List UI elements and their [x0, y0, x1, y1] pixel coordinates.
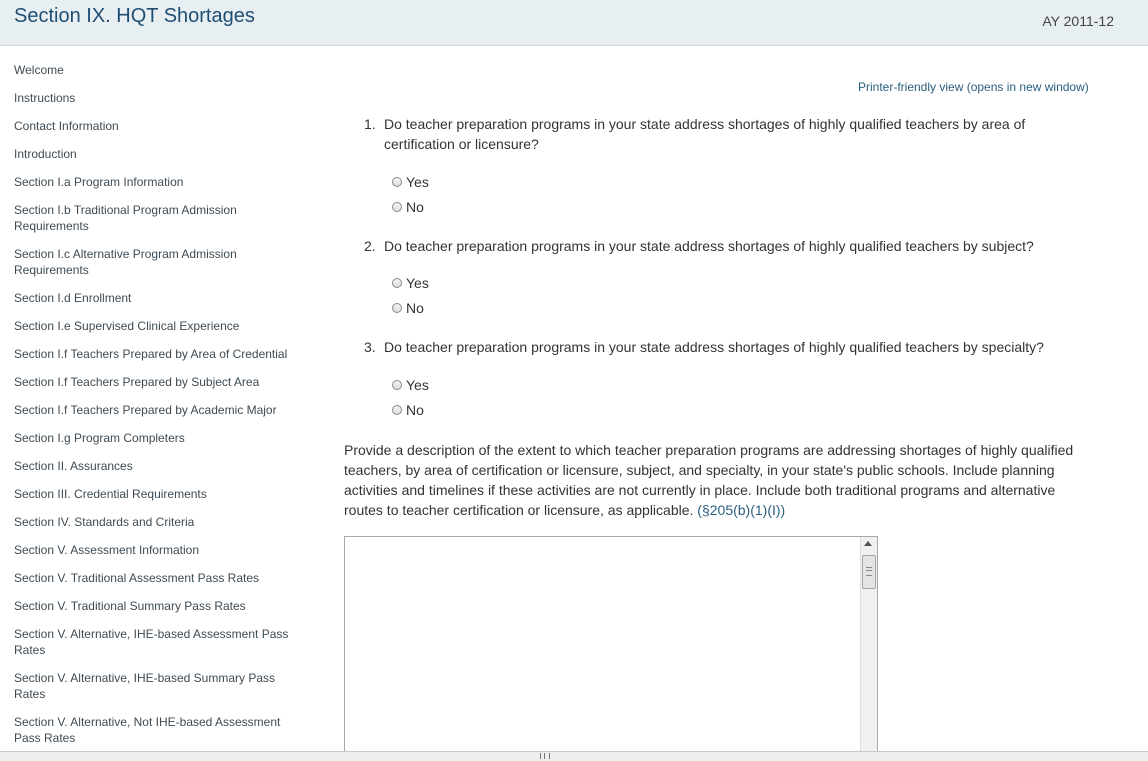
- sidebar-item-contact-information[interactable]: Contact Information: [14, 119, 119, 133]
- sidebar-item-welcome[interactable]: Welcome: [14, 63, 64, 77]
- sidebar-item-section-4[interactable]: Section IV. Standards and Criteria: [14, 515, 195, 529]
- question-1-yes-option[interactable]: [392, 174, 429, 190]
- question-3-yes-label: Yes: [406, 377, 429, 393]
- question-2-yes-option[interactable]: [392, 275, 429, 291]
- sidebar-item-section-1f-credential[interactable]: Section I.f Teachers Prepared by Area of Credential: [14, 347, 288, 361]
- sidebar-item-section-1d[interactable]: Section I.d Enrollment: [14, 291, 132, 305]
- question-3-yes-option[interactable]: [392, 377, 429, 393]
- scrollbar-thumb[interactable]: [862, 555, 876, 589]
- response-textarea[interactable]: [344, 536, 878, 752]
- question-3-no-radio[interactable]: [392, 405, 402, 415]
- sidebar-item-instructions[interactable]: Instructions: [14, 91, 76, 105]
- question-1-no-label: No: [406, 199, 424, 215]
- citation-link[interactable]: (§205(b)(1)(I)): [697, 502, 786, 518]
- question-1: [364, 114, 1084, 154]
- sidebar-item-section-1a[interactable]: Section I.a Program Information: [14, 175, 184, 189]
- question-3-number: 3.: [364, 339, 376, 355]
- sidebar-item-section-5-alt-ihe-assessment[interactable]: Section V. Alternative, IHE-based Assessment Pass Rates: [14, 627, 289, 657]
- printer-friendly-link[interactable]: Printer-friendly view (opens in new window): [858, 80, 1089, 94]
- textarea-scrollbar[interactable]: [860, 537, 877, 751]
- sidebar-item-section-1c[interactable]: Section I.c Alternative Program Admission Requirements: [14, 247, 237, 277]
- page-header: [0, 0, 1148, 46]
- sidebar-item-section-1f-major[interactable]: Section I.f Teachers Prepared by Academic Major: [14, 403, 277, 417]
- question-2-yes-radio[interactable]: [392, 278, 402, 288]
- sidebar-item-introduction[interactable]: Introduction: [14, 147, 77, 161]
- sidebar-item-section-1e[interactable]: Section I.e Supervised Clinical Experience: [14, 319, 240, 333]
- question-3-text: Do teacher preparation programs in your state address shortages of highly qualified teachers by specialty?: [384, 339, 1044, 355]
- question-1-yes-radio[interactable]: [392, 177, 402, 187]
- question-2-no-radio[interactable]: [392, 303, 402, 313]
- question-3-yes-radio[interactable]: [392, 380, 402, 390]
- question-1-yes-label: Yes: [406, 174, 429, 190]
- sidebar-item-section-1f-subject[interactable]: Section I.f Teachers Prepared by Subject Area: [14, 375, 260, 389]
- sidebar-item-section-2[interactable]: Section II. Assurances: [14, 459, 133, 473]
- academic-year-label: AY 2011-12: [1042, 13, 1114, 29]
- sidebar-item-section-5-assessment-info[interactable]: Section V. Assessment Information: [14, 543, 199, 557]
- question-1-text: Do teacher preparation programs in your state address shortages of highly qualified teachers by area of certification or licensure?: [384, 116, 1026, 152]
- sidebar-item-section-3[interactable]: Section III. Credential Requirements: [14, 487, 207, 501]
- sidebar-item-section-5-alt-ihe-summary[interactable]: Section V. Alternative, IHE-based Summary Pass Rates: [14, 671, 276, 701]
- grip-icon: [866, 567, 872, 576]
- question-2-yes-label: Yes: [406, 275, 429, 291]
- question-2-no-option[interactable]: [392, 300, 424, 316]
- question-1-number: 1.: [364, 116, 376, 132]
- question-2-text: Do teacher preparation programs in your state address shortages of highly qualified teachers by subject?: [384, 238, 1034, 254]
- question-3: [364, 337, 1084, 357]
- page-title: Section IX. HQT Shortages: [14, 5, 255, 27]
- sidebar-item-section-5-alt-not-ihe-assessment[interactable]: Section V. Alternative, Not IHE-based Assessment Pass Rates: [14, 715, 281, 745]
- sidebar-item-section-1b[interactable]: Section I.b Traditional Program Admission Requirements: [14, 203, 237, 233]
- scroll-up-arrow-icon[interactable]: [864, 541, 872, 546]
- description-prompt: [344, 440, 1094, 520]
- question-2-number: 2.: [364, 238, 376, 254]
- question-2: [364, 236, 1084, 256]
- sidebar-nav: [14, 62, 304, 758]
- question-3-no-label: No: [406, 402, 424, 418]
- sidebar-item-section-5-traditional-assessment[interactable]: Section V. Traditional Assessment Pass Rates: [14, 571, 260, 585]
- question-1-no-option[interactable]: [392, 199, 424, 215]
- sidebar-item-section-1g[interactable]: Section I.g Program Completers: [14, 431, 185, 445]
- question-3-no-option[interactable]: [392, 402, 424, 418]
- resize-grip-icon[interactable]: [540, 753, 550, 759]
- description-text: Provide a description of the extent to which teacher preparation programs are addressing shortages of highly qualified teachers, by area of certification or licensure, subject, and specialty, in your state's public schools. Include planning activities and timelines if these activities are not currently in place. Include both traditional programs and alternative routes to teacher certification or licensure, as applicable.: [344, 442, 1074, 518]
- question-1-no-radio[interactable]: [392, 202, 402, 212]
- sidebar-item-section-5-traditional-summary[interactable]: Section V. Traditional Summary Pass Rates: [14, 599, 246, 613]
- question-2-no-label: No: [406, 300, 424, 316]
